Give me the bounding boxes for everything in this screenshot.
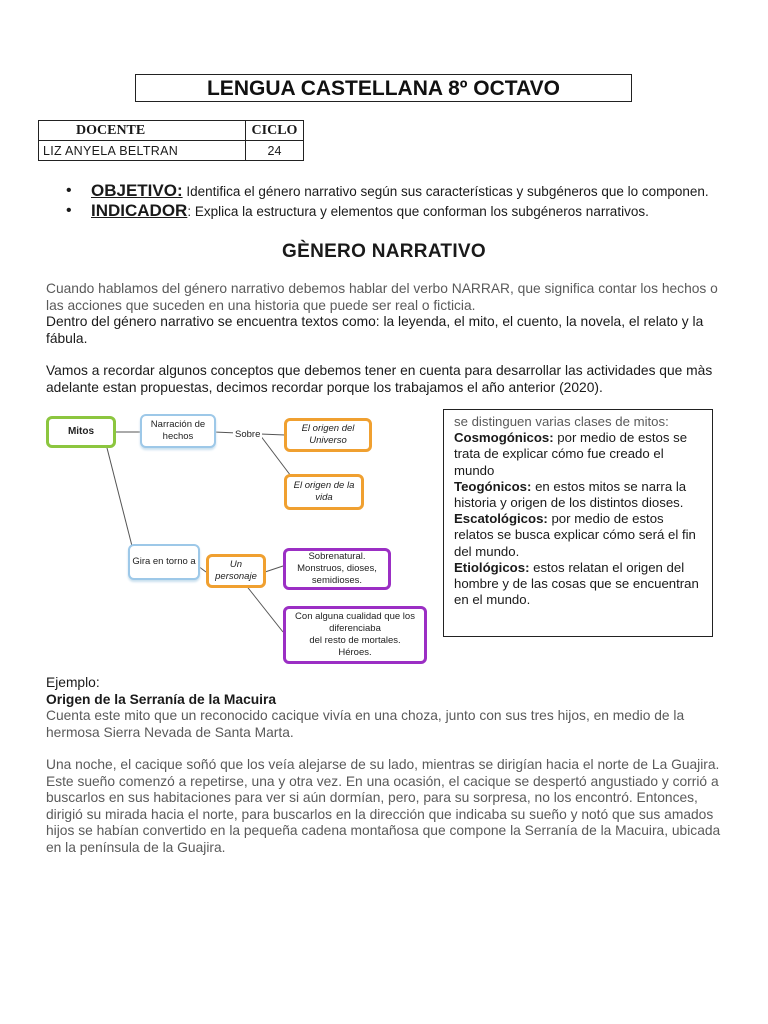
example-section: [46, 675, 736, 856]
myth-type-desc: estos relatan el origen del hombre y de las cosas que se encuentran en el mundo.: [454, 559, 699, 608]
indicator-label: INDICADOR: [91, 201, 188, 220]
myth-type-term: Teogónicos:: [454, 478, 532, 494]
objective-text: Identifica el género narrativo según sus características y subgéneros que lo componen.: [182, 184, 709, 199]
indicator-text: : Explica la estructura y elementos que conforman los subgéneros narrativos.: [187, 204, 649, 219]
intro-paragraph-3: Vamos a recordar algunos conceptos que debemos tener en cuenta para desarrollar las actividades que màs adelante estan propuestas, decimos recordar porque los trabajamos el año anterior (2020).: [46, 363, 713, 395]
node-gira: Gira en torno a: [128, 544, 200, 580]
cualidad-line-2: del resto de mortales.: [309, 635, 401, 646]
node-origen-universo: El origen del Universo: [284, 418, 372, 452]
concept-map: [40, 408, 430, 668]
bullet-icon: •: [66, 182, 72, 199]
myth-type-desc: en estos mitos se narra la historia y origen de los distintos dioses.: [454, 478, 687, 511]
teacher-table: [38, 120, 304, 161]
indicator-item: [66, 202, 726, 220]
node-cualidad: [283, 606, 427, 664]
document-title: LENGUA CASTELLANA 8º OCTAVO: [135, 74, 632, 102]
example-paragraph-2: Una noche, el cacique soñó que los veía alejarse de su lado, mientras se dirigían hacia el norte de La Guajira. Este sueño comenzó a repetirse, una y otra vez. En una ocasión, el cacique se despertó angustiado y corrió a buscarlos en sus habitaciones para ver si aún dormían, pero, para su sorpresa, no los encontró. Entonces, dirigió su mirada hacia el norte, para buscarlos en la dirección que indicaba su sueño y notó que sus amados hijos se habían convertido en la pequeña cadena montañosa que compone la Serranía de la Macuira, ubicada en la península de la Guajira.: [46, 757, 721, 855]
objectives-list: [66, 182, 726, 222]
myth-types-intro: se distinguen varias clases de mitos:: [454, 414, 669, 429]
myth-type-item: [454, 430, 704, 479]
myth-type-term: Escatológicos:: [454, 511, 548, 527]
section-title: GÈNERO NARRATIVO: [282, 241, 486, 262]
node-personaje: Un personaje: [206, 554, 266, 588]
myth-type-term: Etiológicos:: [454, 559, 530, 575]
teacher-name: LIZ ANYELA BELTRAN: [39, 141, 246, 161]
myth-type-desc: por medio de estos relatos se busca explicar cómo será el fin del mundo.: [454, 511, 696, 559]
objective-label: OBJETIVO:: [91, 181, 183, 200]
myth-types-box: [443, 409, 713, 637]
example-paragraph-1: Cuenta este mito que un reconocido cacique vivía en una choza, junto con sus tres hijos, en medio de la hermosa Sierra Nevada de Santa Marta.: [46, 708, 685, 740]
ciclo-header: CICLO: [246, 121, 304, 141]
intro-paragraph-1: Cuando hablamos del género narrativo debemos hablar del verbo NARRAR, que significa contar los hechos o las acciones que suceden en una historia que puede ser real o ficticia.: [46, 281, 718, 313]
node-origen-vida: El origen de la vida: [284, 474, 364, 510]
node-mitos: Mitos: [46, 416, 116, 448]
cycle-value: 24: [246, 141, 304, 161]
myth-type-item: [454, 479, 704, 511]
intro-paragraph-2: Dentro del género narrativo se encuentra textos como: la leyenda, el mito, el cuento, la novela, el relato y la fábula.: [46, 314, 704, 346]
objective-item: [66, 182, 726, 200]
myth-type-item: [454, 560, 704, 609]
label-sobre: Sobre: [235, 429, 261, 440]
docente-header: DOCENTE: [39, 121, 246, 141]
intro-text: [46, 281, 736, 396]
node-sobrenatural: [283, 548, 391, 590]
myth-type-item: [454, 511, 704, 560]
sobrenatural-title: Sobrenatural.: [308, 551, 366, 562]
myth-type-desc: por medio de estos se trata de explicar cómo fue creado el mundo: [454, 430, 688, 478]
cualidad-line-3: Héroes.: [338, 647, 372, 658]
example-title: Origen de la Serranía de la Macuira: [46, 691, 277, 707]
node-narracion: Narración de hechos: [140, 414, 216, 448]
table-header-row: [39, 121, 304, 141]
cualidad-line-1: Con alguna cualidad que los diferenciaba: [295, 611, 415, 634]
example-label: Ejemplo:: [46, 675, 100, 690]
bullet-icon: •: [66, 202, 72, 219]
table-row: [39, 141, 304, 161]
sobrenatural-desc: Monstruos, dioses, semidioses.: [297, 563, 377, 586]
myth-type-term: Cosmogónicos:: [454, 430, 554, 446]
